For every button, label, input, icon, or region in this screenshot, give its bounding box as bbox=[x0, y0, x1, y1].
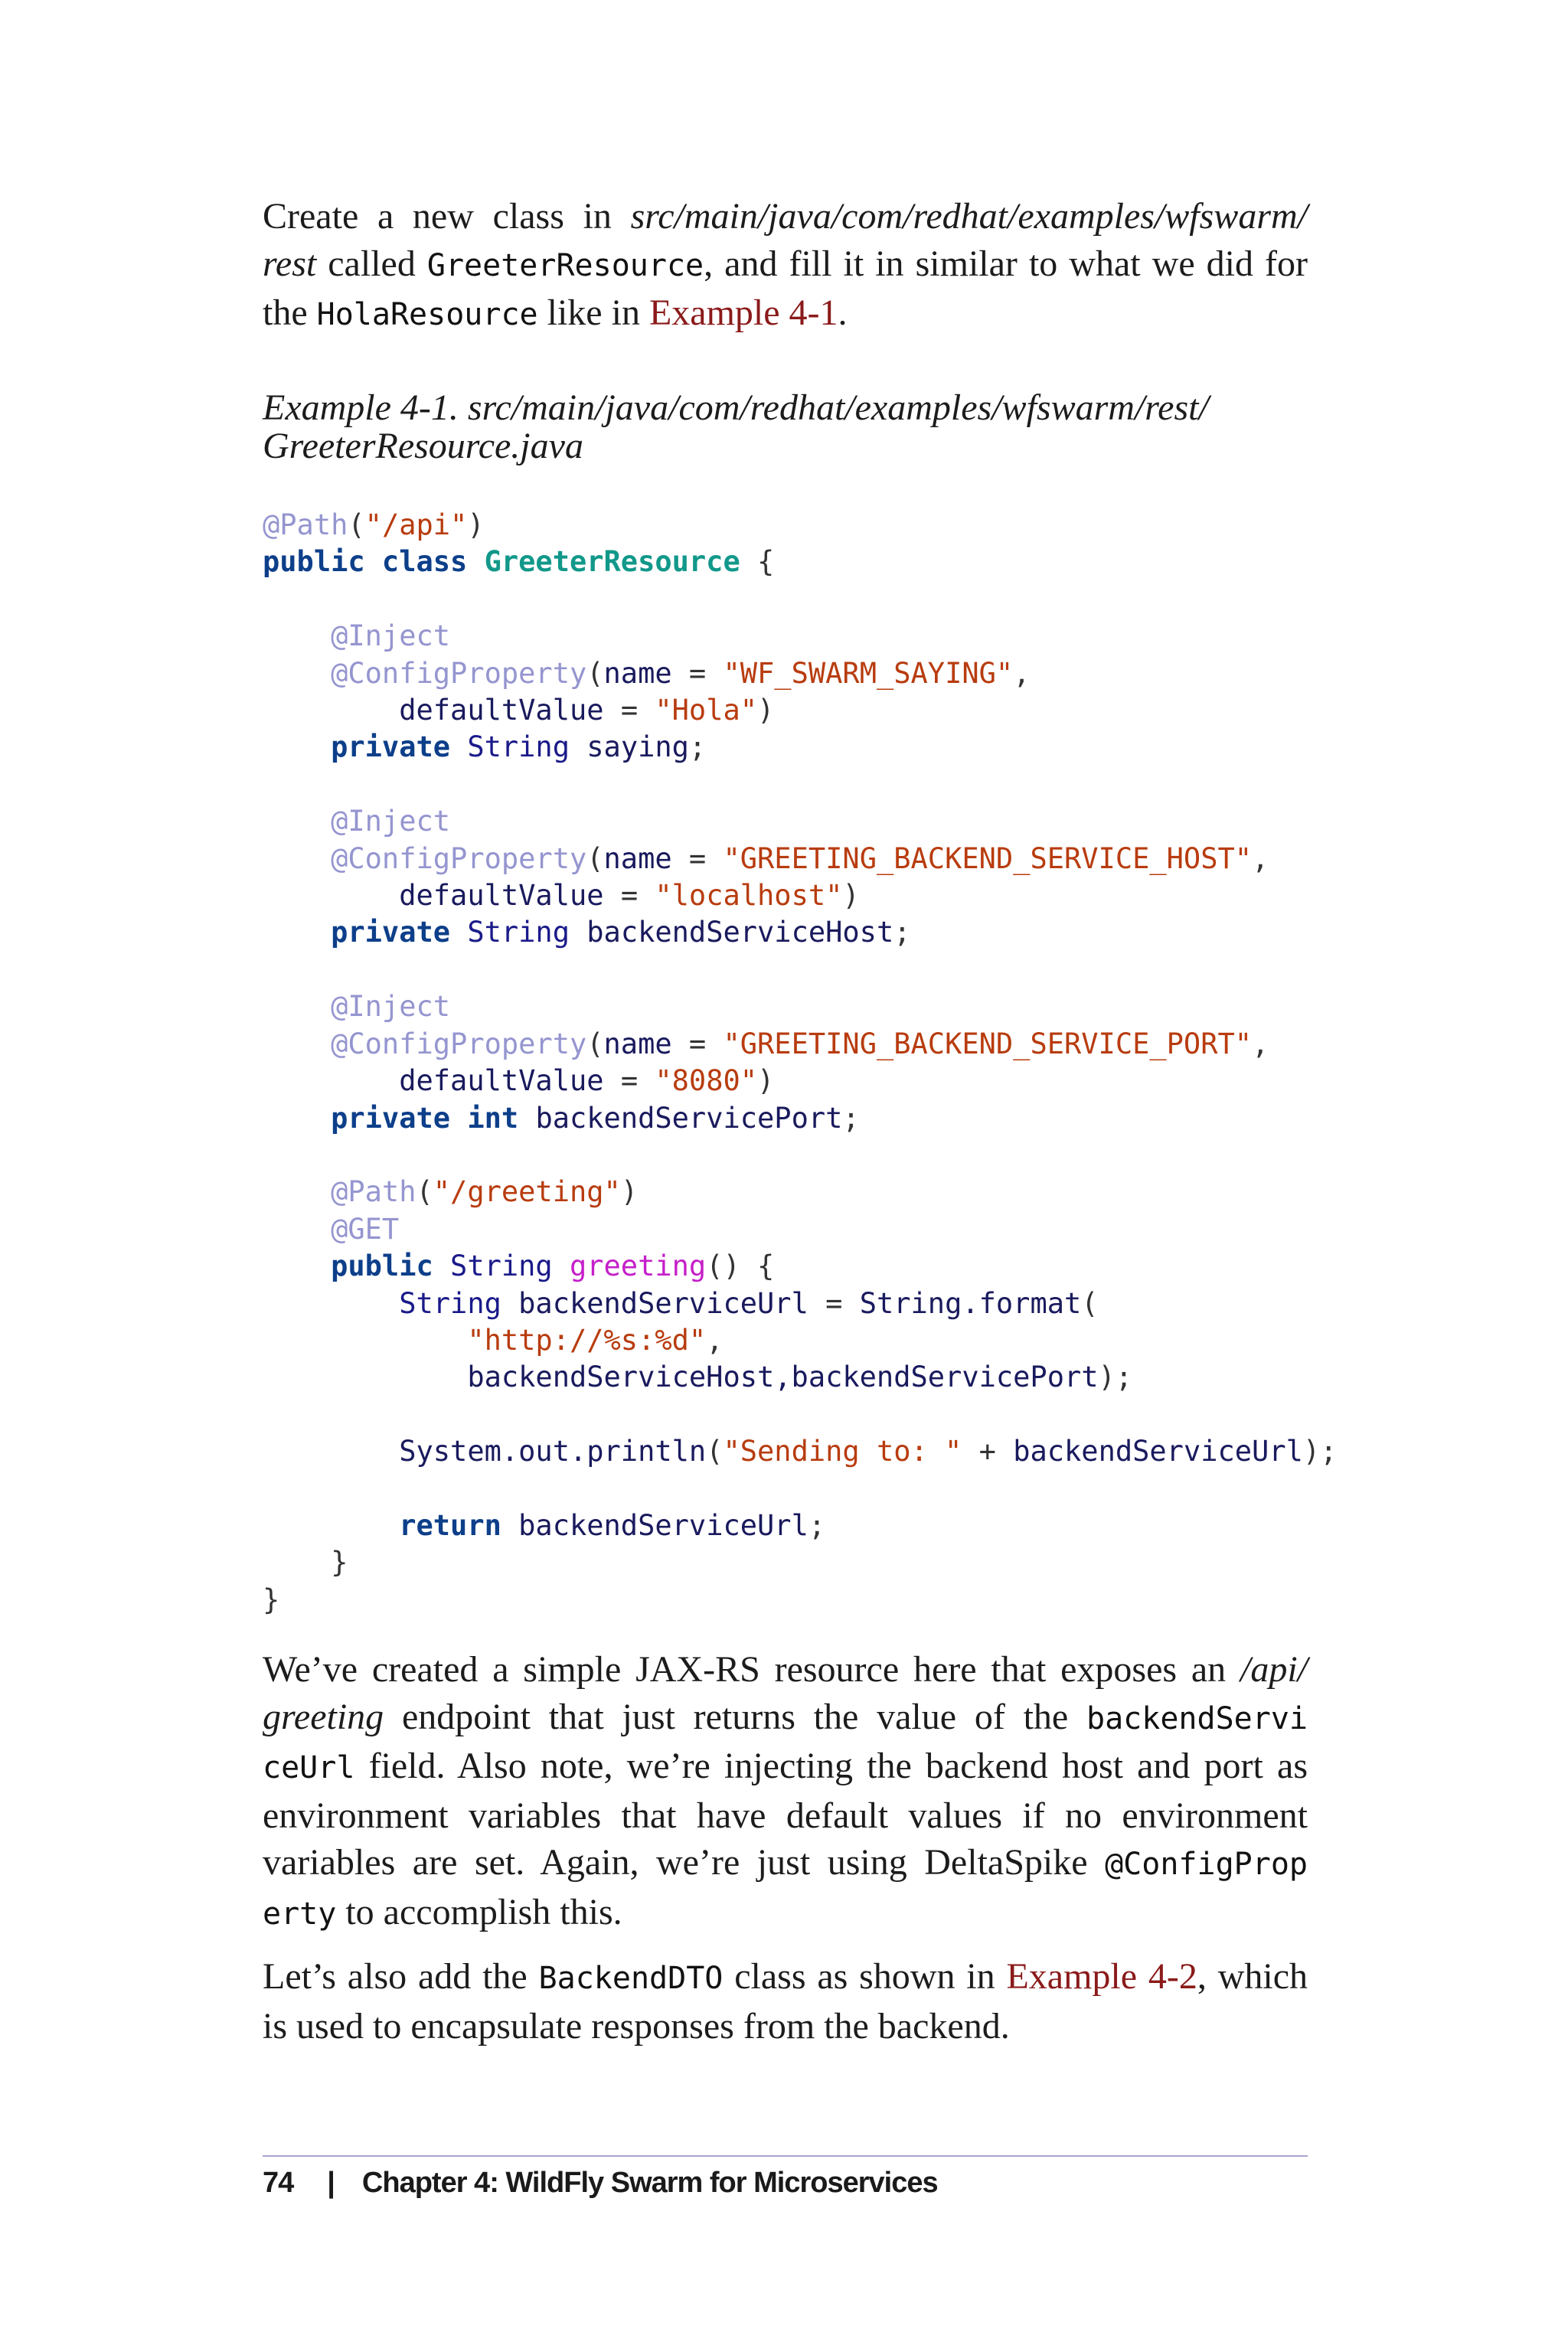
class-name-code: GreeterResource bbox=[426, 247, 704, 283]
code-annotation: @Path bbox=[331, 1175, 416, 1209]
code-keyword: private int bbox=[331, 1101, 519, 1135]
code-listing: @Path("/api") public class GreeterResource { @Inject @ConfigProperty(name = "WF_SWARM_SAYING", defaultValue = "Hola") private String saying; @Inject @ConfigProperty(name = "GREETING_BACKEND_SERVICE_HOST", defaultValue = "localhost") private String backendServiceHost; @Inject @ConfigProperty(name = "GREETING_BACKEND_SERVICE_PORT", defaultValue = "8080") private int backendServicePort; @Path("/greeting") @GET public String greeting() { String backendServiceUrl = String.format( "http://%s:%d", backendServiceHost,backendServicePort); System.out.println("Sending to: " + backendServiceUrl); return backendServiceUrl; } } bbox=[263, 508, 1338, 1616]
body-text: to accomplish this. bbox=[336, 1891, 622, 1932]
source-path: src/main/java/com/redhat/examples/wfswarm/ rest bbox=[263, 196, 1308, 284]
intro-text: , and fill it in similar to what we did for the bbox=[263, 243, 1308, 333]
code-annotation: @Inject bbox=[331, 619, 451, 653]
code-annotation: @Inject bbox=[331, 990, 451, 1024]
code-identifier: backendServiceUrl bbox=[518, 1508, 808, 1542]
intro-text: like in bbox=[537, 292, 649, 333]
code-annotation: @Path bbox=[263, 508, 348, 541]
body-text: field. Also note, we’re injecting the backend host and port as environment variables that have default values if no environment variables are set. Again, we’re just using DeltaSpike bbox=[263, 1746, 1308, 1883]
code-keyword: public bbox=[331, 1250, 433, 1283]
code-type: String bbox=[399, 1286, 501, 1320]
intro-text: Create a new class in bbox=[263, 196, 631, 237]
body-text: class as shown in bbox=[723, 1956, 1007, 1997]
example-link[interactable]: Example 4-1 bbox=[648, 292, 838, 333]
code-identifier: name bbox=[603, 841, 672, 875]
page-footer bbox=[263, 2167, 938, 2200]
backend-dto-paragraph bbox=[263, 1953, 1308, 2050]
body-text: We’ve created a simple JAX-RS resource here that exposes an bbox=[263, 1649, 1240, 1690]
code-keyword: private bbox=[331, 916, 451, 949]
code-keyword: private bbox=[331, 730, 451, 764]
code-identifier: saying bbox=[586, 730, 689, 764]
code-string: "http://%s:%d" bbox=[467, 1323, 707, 1357]
code-string: "Hola" bbox=[655, 694, 758, 727]
class-name-code: HolaResource bbox=[316, 297, 538, 332]
code-method-call: String.format bbox=[859, 1286, 1082, 1320]
intro-paragraph bbox=[263, 193, 1308, 339]
code-string: "/greeting" bbox=[433, 1175, 621, 1209]
field-name-code: backendServi ceUrl bbox=[263, 1700, 1308, 1785]
code-identifier: defaultValue bbox=[399, 694, 604, 727]
footer-separator: | bbox=[327, 2167, 335, 2199]
footer-rule bbox=[263, 2155, 1308, 2157]
code-string: "GREETING_BACKEND_SERVICE_HOST" bbox=[723, 841, 1253, 875]
code-string: "Sending to: " bbox=[723, 1435, 962, 1468]
code-method-call: System.out.println bbox=[399, 1435, 707, 1468]
code-string: "8080" bbox=[655, 1064, 758, 1098]
example-caption: Example 4-1. src/main/java/com/redhat/examples/wfswarm/rest/ GreeterResource.java bbox=[263, 387, 1209, 466]
annotation-code: @ConfigProp erty bbox=[263, 1847, 1308, 1932]
body-text: , which is used to encapsulate responses from the backend. bbox=[263, 1956, 1308, 2047]
code-identifier: backendServiceHost,backendServicePort bbox=[467, 1361, 1099, 1394]
code-identifier: name bbox=[603, 656, 672, 690]
code-keyword: return bbox=[399, 1508, 501, 1542]
code-annotation: @ConfigProperty bbox=[331, 1027, 587, 1060]
code-annotation: @ConfigProperty bbox=[331, 656, 587, 690]
example-link[interactable]: Example 4-2 bbox=[1006, 1956, 1197, 1997]
chapter-title: Chapter 4: WildFly Swarm for Microservices bbox=[361, 2167, 938, 2199]
code-identifier: defaultValue bbox=[399, 879, 604, 913]
code-annotation: @Inject bbox=[331, 805, 451, 838]
code-type: String bbox=[467, 916, 570, 949]
page-number: 74 bbox=[263, 2167, 294, 2199]
code-string: "/api" bbox=[364, 508, 468, 541]
code-identifier: backendServiceUrl bbox=[1013, 1435, 1303, 1468]
intro-text: . bbox=[838, 292, 848, 333]
code-string: "GREETING_BACKEND_SERVICE_PORT" bbox=[723, 1027, 1253, 1060]
code-identifier: name bbox=[603, 1027, 672, 1060]
body-text: Let’s also add the bbox=[263, 1956, 539, 1997]
body-text: endpoint that just returns the value of the bbox=[384, 1696, 1087, 1737]
intro-text: called bbox=[316, 243, 427, 284]
class-name-code: BackendDTO bbox=[538, 1961, 724, 1996]
code-identifier: backendServiceHost bbox=[586, 916, 894, 949]
explanation-paragraph bbox=[263, 1646, 1308, 1938]
endpoint-path: /api/ greeting bbox=[263, 1649, 1308, 1737]
code-type: String bbox=[450, 1250, 553, 1283]
code-keyword: public class bbox=[263, 545, 468, 579]
code-string: "WF_SWARM_SAYING" bbox=[723, 656, 1014, 690]
code-type: String bbox=[467, 730, 570, 764]
code-annotation: @GET bbox=[331, 1212, 400, 1246]
code-class-name: GreeterResource bbox=[484, 545, 740, 579]
code-method-name: greeting bbox=[569, 1250, 707, 1283]
code-annotation: @ConfigProperty bbox=[331, 841, 587, 875]
code-identifier: defaultValue bbox=[399, 1064, 604, 1098]
code-string: "localhost" bbox=[655, 879, 843, 913]
code-identifier: backendServicePort bbox=[535, 1101, 843, 1135]
code-identifier: backendServiceUrl bbox=[518, 1286, 808, 1320]
